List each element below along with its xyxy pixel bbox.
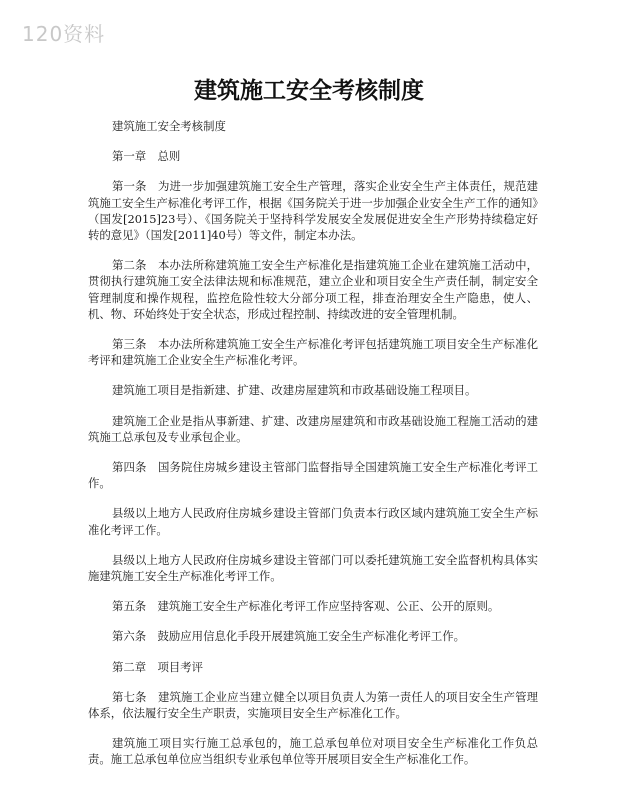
- watermark-logo: 120资料: [22, 22, 106, 46]
- document-body: [88, 118, 538, 782]
- document-title: 建筑施工安全考核制度: [194, 78, 424, 104]
- article-paragraph: 第二条 本办法所称建筑施工安全生产标准化是指建筑施工企业在建筑施工活动中，贯彻执行建筑施工安全法律法规和标准规范，建立企业和项目安全生产责任制，制定安全管理制度和操作规程，监控危险性较大分部分项工程，排查治理安全生产隐患，使人、机、物、环始终处于安全状态，形成过程控制、持续改进的安全管理机制。: [88, 258, 538, 321]
- article-paragraph: 第三条 本办法所称建筑施工安全生产标准化考评包括建筑施工项目安全生产标准化考评和建筑施工企业安全生产标准化考评。: [88, 337, 538, 368]
- chapter-heading: 第一章 总则: [111, 149, 181, 164]
- article-paragraph: 第四条 国务院住房城乡建设主管部门监督指导全国建筑施工安全生产标准化考评工作。: [88, 460, 538, 491]
- doc-subtitle: 建筑施工安全考核制度: [111, 119, 226, 133]
- article-paragraph: 第五条 建筑施工安全生产标准化考评工作应坚持客观、公正、公开的原则。: [111, 599, 500, 614]
- article-paragraph: 县级以上地方人民政府住房城乡建设主管部门负责本行政区域内建筑施工安全生产标准化考评工作。: [88, 506, 538, 537]
- article-paragraph: 建筑施工企业是指从事新建、扩建、改建房屋建筑和市政基础设施工程施工活动的建筑施工总承包及专业承包企业。: [88, 413, 538, 444]
- article-paragraph: 第一条 为进一步加强建筑施工安全生产管理，落实企业安全生产主体责任，规范建筑施工安全生产标准化考评工作，根据《国务院关于进一步加强企业安全生产工作的通知》（国发[2015]23号）、《国务院关于坚持科学发展安全发展促进安全生产形势持续稳定好转的意见》（国发[2011]40号）等文件，制定本办法。: [88, 179, 538, 243]
- article-paragraph: 县级以上地方人民政府住房城乡建设主管部门可以委托建筑施工安全监督机构具体实施建筑施工安全生产标准化考评工作。: [88, 552, 538, 584]
- article-paragraph: 建筑施工项目实行施工总承包的，施工总承包单位对项目安全生产标准化工作负总责。施工总承包单位应当组织专业承包单位等开展项目安全生产标准化工作。: [88, 736, 538, 767]
- article-paragraph: 建筑施工项目是指新建、扩建、改建房屋建筑和市政基础设施工程项目。: [111, 383, 477, 398]
- article-paragraph: 第七条 建筑施工企业应当建立健全以项目负责人为第一责任人的项目安全生产管理体系，依法履行安全生产职责，实施项目安全生产标准化工作。: [88, 689, 538, 721]
- article-paragraph: 第六条 鼓励应用信息化手段开展建筑施工安全生产标准化考评工作。: [111, 629, 466, 644]
- chapter-heading: 第二章 项目考评: [111, 659, 204, 674]
